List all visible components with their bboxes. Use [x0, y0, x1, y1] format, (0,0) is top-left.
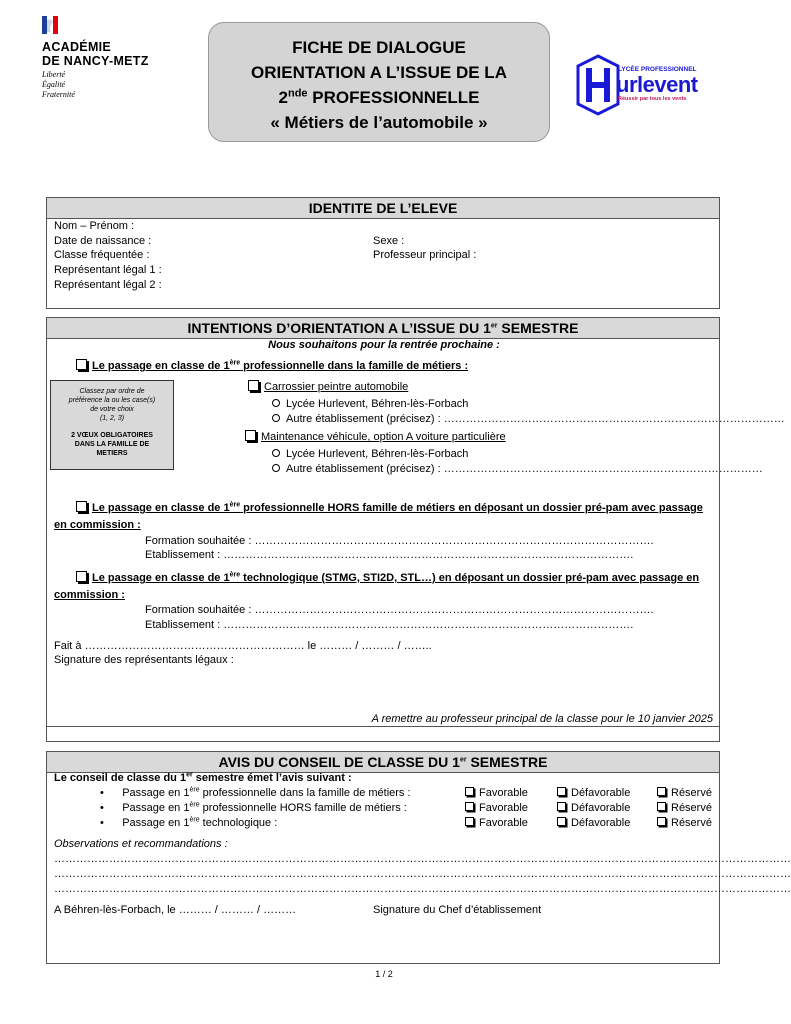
observations-label: Observations et recommandations : [54, 838, 228, 850]
checkbox-icon[interactable] [657, 787, 666, 796]
option-hors-famille[interactable] [76, 501, 703, 515]
opt2-a: Le passage en classe de 1 [92, 502, 230, 514]
conseil-heading-a: AVIS DU CONSEIL DE CLASSE DU 1 [218, 754, 460, 770]
conseil-heading-sup: er [459, 756, 467, 764]
note-bold [55, 431, 169, 458]
formation2-field[interactable]: Formation souhaitée : ………………………………………………………………………………………………. [145, 604, 654, 616]
avis-defavorable-2[interactable] [557, 801, 630, 815]
title-line1: FICHE DE DIALOGUE [292, 38, 466, 57]
opt2-b: professionnelle HORS famille de métiers en déposant un dossier pré-pam avec passage [240, 502, 703, 514]
autre1-label: Autre établissement (précisez) : ………………………………………………………………………………… [286, 413, 785, 425]
opt3-c: commission : [54, 589, 125, 601]
row3-sup: ère [189, 816, 200, 824]
lycee1-label: Lycée Hurlevent, Béhren-lès-Forbach [286, 398, 469, 410]
avis-favorable-1[interactable] [465, 786, 528, 800]
conseil-intro [54, 771, 352, 785]
autre2-label: Autre établissement (précisez) : …………………………………………………………………………… [286, 463, 763, 475]
favorable-label: Favorable [479, 802, 528, 814]
professeur-label: Professeur principal : [373, 249, 477, 261]
lieu-date-field[interactable]: A Béhren-lès-Forbach, le ……… / ……… / ……… [54, 904, 297, 916]
title-line3-sup: nde [287, 87, 308, 100]
opt2-sup: ère [229, 501, 241, 509]
formation1-field[interactable]: Formation souhaitée : ………………………………………………………………………………………………. [145, 535, 654, 547]
academy-logo [28, 12, 183, 120]
etablissement2-field[interactable]: Etablissement : …………………………………………………………………………………………………. [145, 619, 634, 631]
intentions-subtitle: Nous souhaitons pour la rentrée prochaine : [268, 339, 500, 351]
representant1-label: Représentant légal 1 : [54, 264, 162, 276]
school-logo-tagline: Réussir par tous les vents [618, 96, 687, 102]
reserve-label: Réservé [671, 817, 712, 829]
conseil-intro-a: Le conseil de classe du 1 [54, 772, 187, 784]
radio-autre2-icon[interactable] [272, 464, 280, 472]
option-famille-a: Le passage en classe de 1 [92, 360, 230, 372]
avis-defavorable-1[interactable] [557, 786, 630, 800]
checkbox-hors-famille-icon[interactable] [76, 501, 87, 512]
radio-lycee1[interactable] [272, 397, 468, 411]
fait-a-field[interactable]: Fait à …………………………………………………… le ……… / ……… / …….. [54, 640, 432, 652]
title-line4: « Métiers de l’automobile » [270, 113, 488, 132]
note-line4: (1, 2, 3) [99, 415, 125, 422]
conseil-heading [47, 752, 719, 773]
marianne-icon [42, 16, 58, 34]
checkbox-icon[interactable] [657, 802, 666, 811]
opt2-c: en commission : [54, 519, 141, 531]
academy-name-line2: DE NANCY-METZ [42, 54, 149, 68]
conseil-row-hors: • Passage en 1ère professionnelle HORS famille de métiers : [100, 801, 407, 814]
representant2-label: Représentant légal 2 : [54, 279, 162, 291]
favorable-label: Favorable [479, 787, 528, 799]
checkbox-maintenance-icon[interactable] [245, 430, 256, 441]
avis-defavorable-3[interactable] [557, 816, 630, 830]
sexe-label: Sexe : [373, 235, 405, 247]
option-technologique-label [92, 572, 699, 584]
signature-parents-label: Signature des représentants légaux : [54, 654, 234, 666]
carrossier-label: Carrossier peintre automobile [264, 381, 409, 393]
reserve-label: Réservé [671, 787, 712, 799]
identity-heading: IDENTITE DE L’ELEVE [47, 198, 719, 219]
conseil-row-famille: • Passage en 1ère professionnelle dans la famille de métiers : [100, 786, 411, 799]
intentions-heading-b: SEMESTRE [497, 320, 579, 336]
note-line3: de votre choix [90, 406, 134, 413]
intentions-heading-a: INTENTIONS D’ORIENTATION A L’ISSUE DU 1 [187, 320, 491, 336]
row2-a: Passage en 1 [122, 802, 190, 814]
option-hors-famille-label [92, 502, 703, 514]
note-bold3: METIERS [96, 450, 128, 457]
checkbox-icon[interactable] [557, 787, 566, 796]
row1-b: professionnelle dans la famille de métiers : [199, 787, 411, 799]
observations-line-1[interactable]: ………………………………………………………………………………………………………………………………………………………………………………… [54, 853, 791, 865]
avis-reserve-2[interactable] [657, 801, 712, 815]
note-bold1: 2 VŒUX OBLIGATOIRES [71, 432, 153, 439]
title-line3-num: 2 [278, 88, 288, 107]
nom-prenom-label: Nom – Prénom : [54, 220, 135, 232]
checkbox-famille-icon[interactable] [76, 359, 87, 370]
option-famille[interactable] [76, 359, 468, 373]
etablissement1-field[interactable]: Etablissement : …………………………………………………………………………………………………. [145, 549, 634, 561]
motto-fraternite: Fraternité [42, 90, 75, 99]
avis-favorable-3[interactable] [465, 816, 528, 830]
observations-line-2[interactable]: ………………………………………………………………………………………………………………………………………………………………………………… [54, 868, 791, 880]
checkbox-icon[interactable] [557, 802, 566, 811]
row1-sup: ère [189, 786, 200, 794]
school-logo-name: urlevent [616, 72, 698, 97]
maintenance-label: Maintenance véhicule, option A voiture particulière [261, 431, 506, 443]
note-line1: Classez par ordre de [79, 388, 145, 395]
conseil-row-techno: • Passage en 1ère technologique : [100, 816, 278, 829]
checkbox-icon[interactable] [465, 802, 474, 811]
motto-egalite: Égalité [42, 80, 66, 89]
radio-lycee1-icon[interactable] [272, 399, 280, 407]
conseil-intro-sup: er [186, 771, 193, 779]
signature-chef-label: Signature du Chef d’établissement [373, 904, 542, 916]
avis-favorable-2[interactable] [465, 801, 528, 815]
classe-label: Classe fréquentée : [54, 249, 150, 261]
option-maintenance[interactable] [245, 430, 506, 444]
reserve-label: Réservé [671, 802, 712, 814]
option-famille-b: professionnelle dans la famille de métiers : [240, 360, 469, 372]
intentions-heading-sup: er [490, 322, 498, 330]
checkbox-icon[interactable] [465, 817, 474, 826]
radio-autre2[interactable] [272, 462, 763, 476]
conseil-intro-b: semestre émet l’avis suivant : [192, 772, 352, 784]
page-number: 1 / 2 [375, 969, 393, 979]
avis-reserve-3[interactable] [657, 816, 712, 830]
row3-b: technologique : [199, 817, 278, 829]
opt3-b: technologique (STMG, STI2D, STL…) en déposant un dossier pré-pam avec passage en [240, 572, 700, 584]
checkbox-icon[interactable] [557, 817, 566, 826]
academy-name-line1: ACADÉMIE [42, 40, 112, 54]
note-line2: préférence la ou les case(s) [68, 397, 156, 404]
document-title [208, 22, 550, 142]
row2-sup: ère [189, 801, 200, 809]
deadline-note: A remettre au professeur principal de la classe pour le 10 janvier 2025 [371, 713, 713, 725]
defavorable-label: Défavorable [571, 817, 631, 829]
academy-name [42, 40, 149, 68]
divider [47, 726, 719, 727]
checkbox-technologique-icon[interactable] [76, 571, 87, 582]
note-bold2: DANS LA FAMILLE DE [74, 441, 150, 448]
opt3-sup: ère [229, 571, 241, 579]
conseil-heading-b: SEMESTRE [466, 754, 548, 770]
motto-liberte: Liberté [42, 70, 66, 79]
option-carrossier[interactable] [248, 380, 408, 394]
title-line3-rest: PROFESSIONNELLE [307, 88, 480, 107]
intentions-heading [47, 318, 719, 339]
title-line3 [209, 85, 549, 110]
defavorable-label: Défavorable [571, 787, 631, 799]
checkbox-icon[interactable] [657, 817, 666, 826]
title-line2: ORIENTATION A L’ISSUE DE LA [251, 63, 507, 82]
checkbox-carrossier-icon[interactable] [248, 380, 259, 391]
opt3-a: Le passage en classe de 1 [92, 572, 230, 584]
avis-reserve-1[interactable] [657, 786, 712, 800]
option-famille-label [92, 360, 468, 372]
observations-line-3[interactable]: ………………………………………………………………………………………………………………………………………………………………………………… [54, 883, 791, 895]
academy-motto [42, 70, 75, 100]
row2-b: professionnelle HORS famille de métiers : [199, 802, 407, 814]
lycee2-label: Lycée Hurlevent, Béhren-lès-Forbach [286, 448, 469, 460]
option-technologique[interactable] [76, 571, 699, 585]
radio-lycee2-icon[interactable] [272, 449, 280, 457]
favorable-label: Favorable [479, 817, 528, 829]
radio-lycee2[interactable] [272, 447, 468, 461]
defavorable-label: Défavorable [571, 802, 631, 814]
school-logo-small: LYCÉE PROFESSIONNEL [618, 66, 697, 73]
radio-autre1[interactable] [272, 412, 785, 426]
school-logo [576, 54, 724, 116]
row3-a: Passage en 1 [122, 817, 190, 829]
checkbox-icon[interactable] [465, 787, 474, 796]
row1-a: Passage en 1 [122, 787, 190, 799]
date-naissance-label: Date de naissance : [54, 235, 152, 247]
radio-autre1-icon[interactable] [272, 414, 280, 422]
ranking-note [50, 380, 174, 470]
option-famille-sup: ère [229, 359, 241, 367]
